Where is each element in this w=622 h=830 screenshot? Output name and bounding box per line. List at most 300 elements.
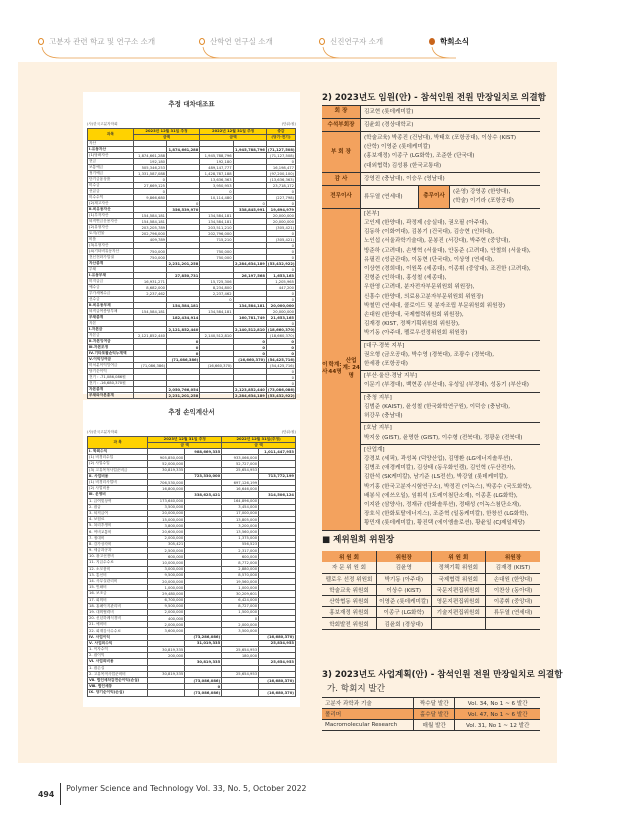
nav-dot-icon [319, 38, 325, 45]
col-header: 금 액 [222, 443, 296, 449]
amount-cell: 706,530,000 [148, 479, 185, 485]
amount-cell: 1,500,000 [222, 609, 259, 615]
amount-cell: 25,654,953 [259, 659, 296, 665]
director-line: 방준하 (고려대), 손병혁 (서울대), 안동준 (고려대), 안철희 (서울대), [364, 247, 531, 254]
amount-cell: 0 [266, 231, 295, 237]
account-cell: (2) 사업수입 [88, 461, 148, 467]
amount-cell: 505,346,253 [133, 165, 166, 171]
amount-cell: (13,636,363) [266, 177, 295, 183]
account-cell: 자본총계 [88, 387, 134, 393]
amount-cell: 933,066,000 [222, 455, 259, 461]
director-line: 권오형 (금오공대), 박수영 (경북대), 조광수 (경북대), [364, 351, 494, 358]
officer-row-auditor [322, 173, 540, 186]
amount-cell: 0 [167, 351, 200, 357]
committee-cell: 산학협동 위원회 [322, 596, 377, 607]
director-line: [충청 지부] [364, 394, 392, 401]
amount-cell: (71,127,508) [267, 147, 295, 152]
amount-cell: 13,560,000 [222, 529, 259, 535]
account-cell: 퇴직연금운용자산 [88, 219, 134, 225]
committee-row [322, 618, 540, 629]
account-cell: Ⅰ.유동자산 [88, 147, 134, 153]
amount-cell: 3,454,000 [222, 504, 259, 510]
director-line: 허강무 (충남대) [364, 413, 403, 420]
unit-label: (단위:원) [281, 430, 296, 434]
amount-cell: (16,660,370) [200, 363, 233, 369]
account-cell: (2)재고자산 [88, 201, 134, 207]
amount-cell: (305,421) [266, 237, 295, 243]
amount-cell: 0 [185, 684, 222, 690]
amount-cell: 447,200 [266, 285, 295, 291]
amount-cell: 3,950,953 [200, 183, 233, 189]
account-cell: 자본금 [88, 333, 134, 339]
amount-cell: 25,654,953 [222, 467, 259, 473]
amount-cell: 3,600,000 [148, 628, 185, 634]
account-cell: 18. 홈페이지관리비 [88, 603, 148, 609]
amount-cell: 2,231,201,258 [168, 393, 199, 398]
directors-label-line: 산업계: 24명 [342, 357, 360, 379]
account-cell: 1. 급여및상여 [88, 498, 148, 504]
amount-cell: 202,796,000 [133, 231, 166, 237]
amount-cell: 20,000,000 [148, 578, 185, 584]
amount-cell: 2,000,000 [148, 622, 185, 628]
account-cell: 자산 [88, 141, 134, 147]
amount-cell: 2,237,462 [200, 291, 233, 297]
row-label: 감 사 [322, 173, 361, 185]
col-header: 2022년 12월 31일(추정) [222, 437, 296, 443]
amount-cell: 30,819,335 [148, 647, 185, 653]
amount-cell: 0 [266, 345, 295, 351]
table-row [88, 690, 296, 696]
amount-cell: 13,805,000 [222, 517, 259, 523]
account-cell: (1) 비경리수입 [88, 455, 148, 461]
amount-cell: 3,500,000 [222, 628, 259, 634]
director-line: 김한석 (SK케미칼), 남기준 (LS전선), 박강열 (롯데케미칼), [364, 474, 508, 481]
amount-cell: (305,421) [266, 225, 295, 231]
account-cell: 부채 [88, 267, 134, 273]
amount-cell: 905,850,000 [148, 455, 185, 461]
org-name: (사)한국고분자학회 [87, 122, 118, 126]
chair-cell: 김윤회 (경상대) [377, 618, 432, 629]
amount-cell: 26,197,568 [233, 273, 266, 279]
amount-cell: (73,286,086) [185, 634, 222, 640]
amount-cell: 489,147,777 [200, 165, 233, 171]
amount-cell: 0 [233, 201, 266, 207]
amount-cell: 23,718,172 [266, 183, 295, 189]
amount-cell: 600,000 [222, 554, 259, 560]
amount-cell: 9,866,680 [133, 195, 166, 201]
nav-label: 산학연 연구실 소개 [210, 37, 273, 46]
amount-cell: 0 [266, 267, 295, 273]
director-line: [대구·경북 지부] [364, 342, 405, 349]
account-cell: 미지급금 [88, 279, 134, 285]
col-header: 위 원 회 [431, 551, 486, 562]
amount-cell: 21,653,165 [266, 315, 295, 321]
amount-cell: 338,625,421 [185, 492, 222, 498]
amount-cell: 750,000 [133, 255, 166, 261]
amount-cell: (73,086,086) [267, 387, 295, 392]
account-cell: (3)무형자산 [88, 243, 134, 249]
director-line: 박기동 (아주대, 펠로우선정위원회 위원장) [364, 330, 468, 337]
chair-cell: 박기동 (아주대) [377, 573, 432, 584]
page-number: 494 [38, 789, 55, 799]
director-line: 장호식 (한화토탈에너지스), 조준혁 (일동케미칼), 한창선 (LG화학), [364, 511, 529, 518]
director-line: [본부] [364, 210, 380, 217]
amount-cell: 1,945,788,796 [235, 147, 265, 152]
journal-row [322, 698, 540, 709]
amount-cell: 173,640,000 [148, 498, 185, 504]
committees-table [322, 551, 540, 630]
account-cell: 미처분이익잉여금 [88, 363, 134, 369]
director-line: 유필진 (성균관대), 이동현 (단국대), 이상영 (연세대), [364, 256, 494, 263]
amount-cell: 600,000 [148, 554, 185, 560]
publication-cycle: 홀수달 발간 [414, 709, 455, 720]
footer-divider [60, 783, 61, 805]
journals-table [322, 697, 540, 731]
amount-cell: 2,000,000 [222, 622, 259, 628]
amount-cell: 8,772,000 [222, 560, 259, 566]
officer-row-vp [322, 132, 540, 173]
org-name: (사)한국고분자학회 [87, 430, 118, 434]
amount-cell: 2,140,512,810 [235, 327, 265, 332]
amount-cell: 1,653,163 [266, 273, 295, 279]
amount-cell: 1,874,661,288 [133, 153, 166, 159]
account-cell: 9. 세금과공과 [88, 548, 148, 554]
amount-cell: 164,896,000 [222, 498, 259, 504]
committee-row [322, 562, 540, 573]
account-cell: Ⅸ. 당기순이익(손실) [88, 690, 148, 696]
amount-cell: 338,845,991 [233, 207, 266, 213]
account-cell: 6. 여비교통비 [88, 529, 148, 535]
account-cell: 21. 예비비 [88, 622, 148, 628]
amount-cell: 6,700,000 [148, 597, 185, 603]
general-director-line: (학술) 이기라 (포항공대) [453, 198, 514, 205]
amount-cell: 0 [266, 291, 295, 297]
amount-cell: 154,584,181 [133, 219, 166, 225]
account-cell: 20. 신년하례식경비 [88, 616, 148, 622]
officer-row-directors [322, 209, 540, 530]
amount-cell: (54,425,716) [267, 357, 295, 362]
amount-cell: 0 [266, 369, 295, 375]
income-statement-title: 추정 손익계산서 [168, 408, 215, 416]
col-header: 금액 [133, 135, 200, 141]
amount-cell: 0 [266, 249, 295, 255]
committee-row [322, 596, 540, 607]
journal-name: Macromolecular Research [322, 720, 414, 731]
account-cell: 전기 : -71,086,086원 [88, 375, 134, 381]
officers-table [322, 105, 540, 531]
director-line: 김범준 (KAIST), 윤성철 (한국화학연구원), 이덕승 (충남대), [364, 403, 511, 410]
amount-cell: 8,234,800 [200, 285, 233, 291]
director-line: 박지웅 (GIST), 윤명한 (GIST), 이수형 (전북대), 정광운 (전북대) [364, 434, 523, 441]
account-cell: 17. 회의비 [88, 597, 148, 603]
chair-cell: 류두열 (연세대) [486, 607, 541, 618]
amount-cell: 0 [266, 339, 295, 345]
amount-cell: 2,284,634,189 [235, 393, 265, 398]
amount-cell: 30,819,335 [148, 467, 185, 473]
amount-cell: 1,205,965 [266, 279, 295, 285]
account-cell: 토지/건물 [88, 231, 134, 237]
account-cell: Ⅱ.비유동부채 [88, 303, 134, 309]
director-line: 배봉식 (에쓰오일), 임휘석 (도레이첨단소재), 이종훈 (LG화학), [364, 492, 518, 499]
amount-cell: (18,660,370) [267, 327, 295, 332]
col-header: 2023년 12월 31일 추정 [148, 437, 222, 443]
nav-label: 신진연구자 소개 [330, 37, 384, 46]
amount-cell: 2,880,000 [222, 566, 259, 572]
amount-cell: 2,121,852,440 [133, 333, 166, 339]
account-cell: (1)투자자산 [88, 213, 134, 219]
page-footer [38, 783, 307, 805]
amount-cell: 750,000 [133, 249, 166, 255]
nav-dot-icon [429, 38, 435, 45]
nav-item-polymer-schools[interactable] [38, 36, 155, 47]
account-cell: Ⅱ.자본잉여금 [88, 339, 134, 345]
row-value [361, 132, 540, 172]
publication-cycle: 짝수달 발간 [414, 698, 455, 709]
business-plan-subheading: 가. 학회지 발간 [327, 684, 386, 694]
account-cell: 22. 회계감사수수료 [88, 628, 148, 634]
col-header: 위 원 회 [322, 551, 377, 562]
nav-item-labs[interactable] [199, 36, 273, 47]
account-cell: 2. 고유목적사업준비비 [88, 671, 148, 677]
account-cell: (4)기타비유동자산 [88, 249, 134, 255]
amount-cell: 16,198,477 [266, 165, 295, 171]
row-value: 김윤회 (경상대학교) [364, 121, 414, 128]
account-cell: 11. 지급수수료 [88, 560, 148, 566]
amount-cell: 3,200,000 [222, 523, 259, 529]
amount-cell: 0 [233, 351, 266, 357]
amount-cell: (16,680,370) [259, 677, 296, 683]
amount-cell: 31,019,335 [185, 640, 222, 646]
account-cell: Ⅴ.이익잉여금 [88, 357, 134, 363]
row-value: 김교현 (롯데케미칼) [364, 108, 414, 115]
col-header: 증감 [266, 129, 295, 135]
account-cell: 자본 [88, 321, 134, 327]
account-cell: 19. 대외협력비 [88, 609, 148, 615]
amount-cell: 25,654,953 [222, 647, 259, 653]
amount-cell: 203,205,789 [133, 225, 166, 231]
row-value: 강영진 (충남대), 이승우 (영남대) [364, 175, 445, 182]
amount-cell: 713,772,199 [259, 473, 296, 479]
amount-cell: 1,375,000 [222, 535, 259, 541]
account-cell: 현금 [88, 159, 134, 165]
col-header: (당기-전기) [266, 135, 295, 141]
account-cell: 부채총계 [88, 315, 134, 321]
amount-cell: 0 [133, 189, 166, 195]
amount-cell: 20,000,000 [148, 510, 185, 516]
account-cell: 8. 감가상각비 [88, 541, 148, 547]
directors-block [361, 209, 540, 341]
amount-cell: 8,682,000 [133, 285, 166, 291]
amount-cell: 52,727,000 [222, 461, 259, 467]
account-cell: 7. 접대비 [88, 535, 148, 541]
nav-dot-icon [38, 38, 44, 45]
account-cell: 당기순이익 [88, 369, 134, 375]
amount-cell: 27,850,731 [167, 273, 200, 279]
account-cell: Ⅱ.비유동자산 [88, 207, 134, 213]
chair-cell: 김재경 (KIST) [486, 562, 541, 573]
amount-cell: (16,680,370) [259, 634, 296, 640]
amount-cell: 0 [266, 375, 295, 381]
amount-cell [200, 393, 233, 399]
amount-cell: 30,209,601 [222, 591, 259, 597]
amount-cell: 1,945,788,796 [200, 153, 233, 159]
amount-cell: 2,050,766,054 [168, 387, 199, 392]
amount-cell: 556,523 [222, 541, 259, 547]
committee-row [322, 584, 540, 595]
account-cell: Ⅲ. 운영비 [88, 492, 148, 498]
amount-cell: 9,500,000 [148, 572, 185, 578]
account-cell: 2. 잡이익 [88, 653, 148, 659]
director-line: 황민재 (롯데케미칼), 황진택 (에이엠솔로션), 황윤일 (CJ제일제당) [364, 520, 525, 527]
amount-cell: 154,584,181 [133, 309, 166, 315]
amount-cell: (16,660,370) [233, 357, 266, 363]
amount-cell: 750,000 [200, 255, 233, 261]
amount-cell: 134,584,181 [200, 309, 233, 315]
committees-heading: ■ 제위원회 위원장 [322, 535, 395, 545]
amount-cell: 2,284,634,189 [235, 261, 265, 266]
journal-name: 폴리머 [322, 709, 414, 720]
amount-cell: (54,425,716) [266, 363, 295, 369]
amount-cell: 27,669,125 [133, 183, 166, 189]
nav-item-young-researchers[interactable] [319, 36, 383, 47]
directors-label-line: 학계: 44명 [328, 361, 342, 376]
amount-cell: 697,126,199 [222, 479, 259, 485]
amount-cell: 134,584,181 [233, 303, 266, 309]
amount-cell: 15,000,000 [148, 517, 185, 523]
row-label: 회 장 [322, 106, 361, 118]
director-line: 김동하 (이화여대), 김봉기 (건국대), 김승현 (인하대), [364, 229, 494, 236]
journal-row [322, 720, 540, 731]
amount-cell: 6,424,000 [222, 597, 259, 603]
amount-cell: 15,725,306 [200, 279, 233, 285]
account-cell: Ⅰ. 학회수익 [88, 449, 148, 455]
volume-range: Vol. 31, No 1 ~ 12 발간 [455, 720, 540, 731]
row-label [322, 209, 361, 530]
amount-cell: 2,231,201,258 [168, 261, 199, 266]
nav-label: 고분자 관련 학교 및 연구소 소개 [49, 37, 156, 46]
amount-cell: 0 [266, 201, 295, 207]
amount-cell: 1,428,787,188 [200, 171, 233, 177]
directors-block [361, 393, 540, 424]
amount-cell: 20,000,000 [266, 213, 295, 219]
account-cell: 1. 이자수익 [88, 647, 148, 653]
nav-item-society-news[interactable] [429, 36, 469, 47]
business-plan-heading: 3) 2023년도 사업계획(안) - 참석인원 전원 만장일치로 의결함 [322, 670, 563, 680]
row-label: 전무이사 [322, 186, 361, 207]
amount-cell: 19,694,979 [266, 207, 295, 213]
account-cell: 전기 : -16,680,370원 [88, 381, 134, 387]
amount-cell: 9,500,000 [148, 603, 185, 609]
vp-line: (산학) 이영준 (롯데케미칼) [364, 144, 431, 151]
directors-block [361, 445, 540, 530]
amount-cell: 25,654,953 [222, 671, 259, 677]
account-cell: 퇴직급여충당부채 [88, 309, 134, 315]
amount-cell: 715,210 [200, 237, 233, 243]
col-header: 위원장 [377, 551, 432, 562]
director-line: [부산·울산·경남 지부] [364, 373, 417, 380]
amount-cell: 409,789 [133, 237, 166, 243]
volume-range: Vol. 47, No 1 ~ 6 발간 [455, 709, 540, 720]
director-line: 이문기 (부경대), 백현종 (부산대), 유성일 (부경대), 성동기 (부산대) [364, 382, 529, 389]
amount-cell: 2,000,000 [148, 609, 185, 615]
chair-cell: 김윤영 [377, 562, 432, 573]
amount-cell: 0 [266, 351, 295, 357]
amount-cell: 134,584,181 [200, 219, 233, 225]
director-line: [산업계] [364, 446, 385, 453]
amount-cell: 400,000 [148, 616, 185, 622]
amount-cell: (18,660,370) [266, 333, 295, 339]
amount-cell: 0 [233, 339, 266, 345]
director-line: 김재경 (KIST, 정책기획위원회 위원장), [364, 321, 460, 328]
journal-citation: Polymer Science and Technology Vol. 33, No. 5, October 2022 [66, 784, 307, 793]
director-line: 한세광 (포항공대) [364, 361, 408, 368]
amount-cell: 0 [167, 345, 200, 351]
account-cell: Ⅵ. 사업외비용 [88, 659, 148, 665]
amount-cell: 0 [222, 616, 259, 622]
chair-cell: 이종구 (LG화학) [377, 607, 432, 618]
amount-cell: (73,086,086) [185, 677, 222, 683]
amount-cell: 192,180 [200, 159, 233, 165]
committee-cell: 펠로우 선정 위원회 [322, 573, 377, 584]
amount-cell: 16,800,000 [148, 486, 185, 492]
journal-name: 고분자 과학과 기술 [322, 698, 414, 709]
amount-cell: 202,796,000 [200, 231, 233, 237]
amount-cell: (97,200,100) [266, 171, 295, 177]
officer-row-president [322, 106, 540, 119]
amount-cell: (71,086,386) [133, 363, 166, 369]
director-line: 김병조 (애경케미칼), 김상태 (동우화인켐), 김인혁 (두산전자), [364, 465, 516, 472]
amount-cell: 3,500,000 [148, 504, 185, 510]
unit-label: (단위:원) [281, 122, 296, 126]
account-cell: 정기예금 [88, 171, 134, 177]
amount-cell [222, 690, 259, 696]
chair-cell: 이상수 (KIST) [377, 584, 432, 595]
account-cell: Ⅳ. 사업이익 [88, 634, 148, 640]
amount-cell: 314,506,124 [259, 492, 296, 498]
col-header: 과목 [88, 129, 134, 141]
account-cell: 14. 사무실관리비 [88, 578, 148, 584]
account-cell: 미수수익 [88, 195, 134, 201]
amount-cell: (16,680,370) [259, 690, 296, 696]
amount-cell [133, 393, 166, 399]
committee-row [322, 607, 540, 618]
director-line: 고인제 (한양대), 곽정제 (숭실대), 권오필 (아주대), [364, 220, 489, 227]
amount-cell: 0 [266, 189, 295, 195]
col-header: 금 액 [148, 443, 222, 449]
account-cell: (2)유형자산 [88, 225, 134, 231]
amount-cell: 0 [133, 177, 166, 183]
amount-cell: 3,000,000 [148, 566, 185, 572]
director-line: 강경보 (세픽), 곽성복 (덕양산업), 김명환 (LG에너지솔루션), [364, 455, 513, 462]
amount-cell: 160,781,749 [233, 315, 266, 321]
account-cell: 3. 퇴직급여 [88, 510, 148, 516]
amount-cell: 2,121,852,440 [168, 327, 199, 332]
amount-cell: 0 [266, 159, 295, 165]
balance-sheet-card [83, 92, 300, 398]
amount-cell: 0 [266, 381, 295, 387]
amount-cell: (53,432,922) [267, 261, 295, 266]
officer-row-directors-exec [322, 186, 540, 208]
amount-cell: 8,570,000 [222, 572, 259, 578]
amount-cell: 52,000,000 [148, 461, 185, 467]
chair-cell: 손대원 (한양대) [486, 573, 541, 584]
committee-cell: 영문지편집위원회 [431, 596, 486, 607]
amount-cell: 30,819,335 [148, 671, 185, 677]
amount-cell: 200,000 [148, 653, 185, 659]
row-value: 류두열 (연세대) [361, 186, 419, 207]
committee-cell: 국문지편집위원회 [431, 584, 486, 595]
chair-cell: 이영준 (롯데케미칼) [377, 596, 432, 607]
